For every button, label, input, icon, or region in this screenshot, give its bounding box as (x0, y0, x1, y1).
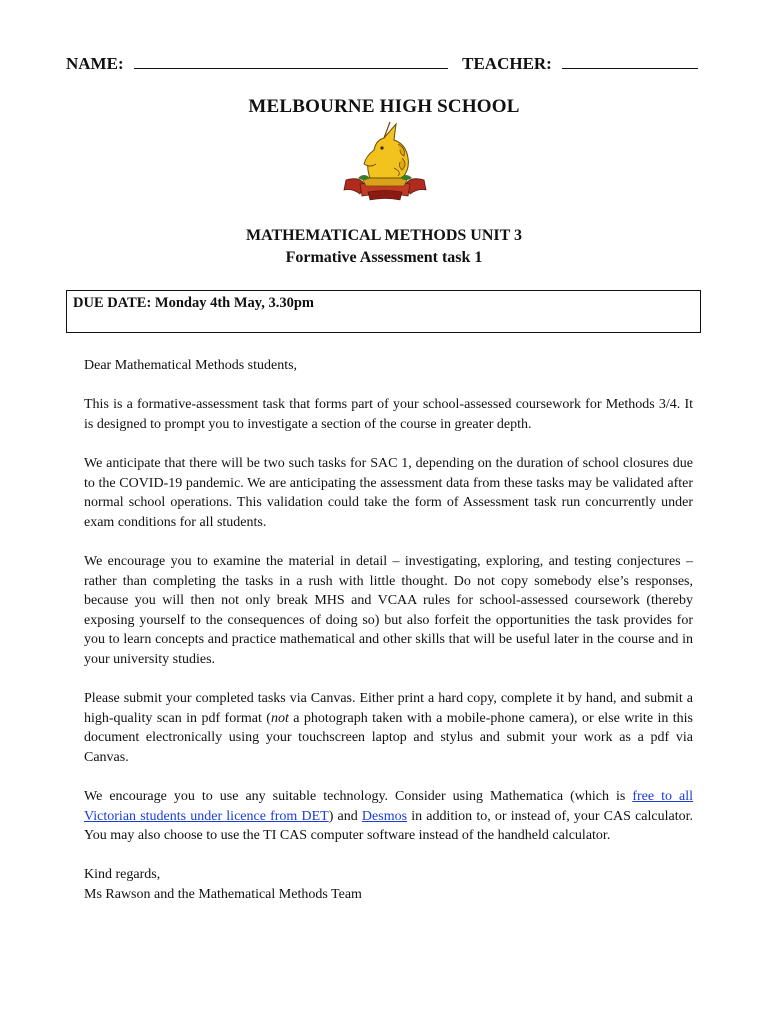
teacher-field[interactable] (562, 54, 698, 69)
header-line (66, 54, 706, 74)
paragraph-2: We anticipate that there will be two such tasks for SAC 1, depending on the duration of school closures due to the COVID-19 pandemic. We are anticipating the assessment data from these tasks may be validated after normal school operations. This validation could take the form of Assessment task run concurrently under exam conditions for all students. (84, 455, 693, 530)
paragraph-5: We encourage you to use any suitable technology. Consider using Mathematica (which is free to all Victorian students under licence from DET) and Desmos in addition to, or instead of, your CAS calculator. You may also choose to use the TI CAS computer software instead of the handheld calculator. (84, 789, 694, 844)
due-date: DUE DATE: Monday 4th May, 3.30pm (73, 295, 315, 311)
school-name: MELBOURNE HIGH SCHOOL (248, 96, 520, 117)
letter-body (84, 356, 693, 905)
task-title: Formative Assessment task 1 (285, 249, 483, 266)
paragraph-4: Please submit your completed tasks via Canvas. Either print a hard copy, complete it by hand, and submit a high-quality scan in pdf format (not a photograph taken with a mobile-phone camera), or else write in this document electronically using your touchscreen laptop and stylus and submit your work as a pdf via Canvas. (84, 691, 693, 765)
name-label: NAME: (66, 54, 124, 73)
desmos-link[interactable]: Desmos (361, 808, 408, 824)
paragraph-1: This is a formative-assessment task that forms part of your school-assessed coursework for Methods 3/4. It is designed to prompt you to investigate a section of the course in greater depth. (84, 397, 693, 432)
subject-title: MATHEMATICAL METHODS UNIT 3 (245, 227, 523, 244)
teacher-label: TEACHER: (462, 54, 552, 73)
signature: Ms Rawson and the Mathematical Methods Team (84, 887, 362, 903)
paragraph-3: We encourage you to examine the material in detail – investigating, exploring, and testing conjectures – rather than completing the tasks in a rush with little thought. Do not copy somebody else’s responses, because you will then not only break MHS and VCAA rules for school-assessed coursework (thereby exposing yourself to the consequences of doing so) but also forfeit the opportunities the task provides for you to learn concepts and practice mathematical and other skills that will be useful later in the course and in your university studies. (84, 553, 693, 667)
unicorn-crest-icon (340, 118, 430, 208)
mathematica-licence-link[interactable]: free to all Victorian students under licence from DET (84, 789, 693, 824)
closing: Kind regards, (84, 867, 161, 883)
name-field[interactable] (134, 54, 448, 69)
greeting: Dear Mathematical Methods students, (84, 358, 298, 373)
emphasis-not: not (270, 710, 289, 726)
due-date-box (66, 290, 701, 333)
